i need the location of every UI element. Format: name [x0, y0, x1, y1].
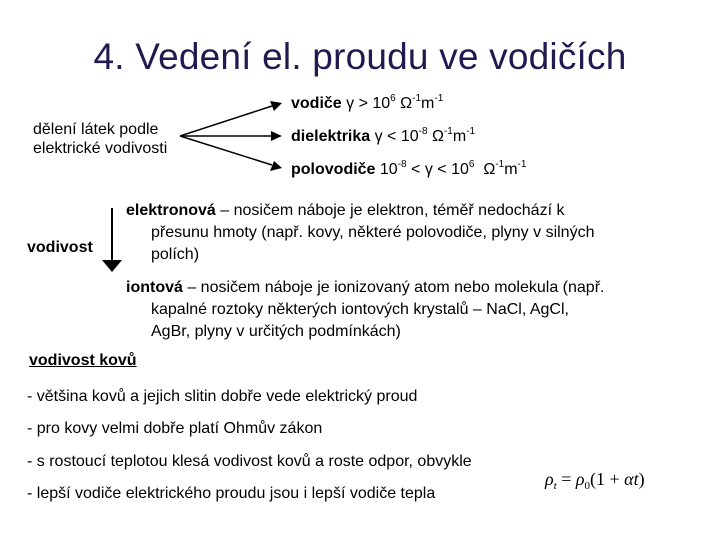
vodivost-label: vodivost [27, 239, 93, 256]
iontova-line1: – nosičem náboje je ionizovaný atom nebo molekula (např. [182, 279, 605, 296]
vodice-rel: γ > 10 [341, 95, 391, 112]
dielektrika-exp2: -1 [443, 126, 453, 137]
formula-eq: = [556, 469, 576, 489]
formula-rho0: ρ [575, 469, 585, 489]
vodice-exp3: -1 [434, 93, 444, 104]
polovodice-unit2: m [504, 161, 518, 178]
polovodice-name: polovodiče [291, 161, 376, 178]
vodice-unit2: m [421, 95, 435, 112]
vodivost-arrow [98, 206, 128, 276]
polovodice-exp3: -1 [517, 159, 527, 170]
arrowhead-dielektrika [271, 131, 282, 141]
polovodice-rel: 10 [375, 161, 398, 178]
vodice-exp2: -1 [412, 93, 422, 104]
formula-open: (1 + [590, 469, 625, 489]
elektronova-term: elektronová [126, 202, 216, 219]
kovy-item-3: - s rostoucí teplotou klesá vodivost kovů a roste odpor, obvykle [27, 453, 472, 470]
iontova-term: iontová [126, 279, 183, 296]
dielektrika-rel: γ < 10 [370, 128, 419, 145]
row-vodice [291, 94, 443, 113]
dielektrika-unit: Ω [427, 128, 444, 145]
vodice-exp1: 6 [390, 93, 396, 104]
resistivity-formula [536, 448, 645, 492]
dielektrika-name: dielektrika [291, 128, 371, 145]
formula-rho: ρ [545, 469, 554, 489]
row-dielektrika [291, 127, 475, 146]
iontova-line3: AgBr, plyny v určitých podmínkách) [151, 323, 401, 340]
polovodice-unit: Ω [474, 161, 496, 178]
kovy-heading: vodivost kovů [29, 352, 137, 369]
formula-sub-t: t [553, 480, 557, 492]
iontova-paragraph [126, 277, 696, 343]
vodice-unit: Ω [395, 95, 413, 112]
polovodice-rel2: < γ < 10 [406, 161, 469, 178]
formula-t: t [633, 469, 639, 489]
dielektrika-exp1: -8 [418, 126, 428, 137]
kovy-item-4: - lepší vodiče elektrického proudu jsou i lepší vodiče tepla [27, 485, 436, 502]
arrow-to-vodice [180, 106, 272, 136]
elektronova-line3: polích) [151, 246, 200, 263]
kovy-item-2: - pro kovy velmi dobře platí Ohmův zákon [27, 420, 323, 437]
formula-close: ) [638, 469, 645, 489]
iontova-line2: kapalné roztoky některých iontových krystalů – NaCl, AgCl, [151, 301, 569, 318]
kovy-item-1: - většina kovů a jejich slitin dobře vede elektrický proud [27, 388, 418, 405]
classification-label-line1: dělení látek podle [33, 121, 159, 138]
vodice-name: vodiče [291, 95, 342, 112]
polovodice-exp0: -8 [397, 159, 407, 170]
slide-title: 4. Vedení el. proudu ve vodičích [93, 36, 627, 77]
elektronova-line1: – nosičem náboje je elektron, téměř nedochází k [215, 202, 565, 219]
polovodice-exp2: -1 [495, 159, 505, 170]
formula-sub-zero: 0 [584, 480, 590, 492]
dielektrika-unit2: m [452, 128, 467, 145]
elektronova-paragraph [126, 200, 686, 266]
classification-label-line2: elektrické vodivosti [33, 140, 168, 157]
arrowhead-polovodice [270, 161, 282, 171]
row-polovodice [291, 160, 526, 179]
dielektrika-exp3: -1 [466, 126, 476, 137]
formula-alpha: α [624, 469, 634, 489]
polovodice-exp1: 6 [468, 159, 475, 170]
elektronova-line2: přesunu hmoty (např. kovy, některé polovodiče, plyny v silných [151, 224, 595, 241]
arrow-to-polovodice [180, 136, 272, 165]
